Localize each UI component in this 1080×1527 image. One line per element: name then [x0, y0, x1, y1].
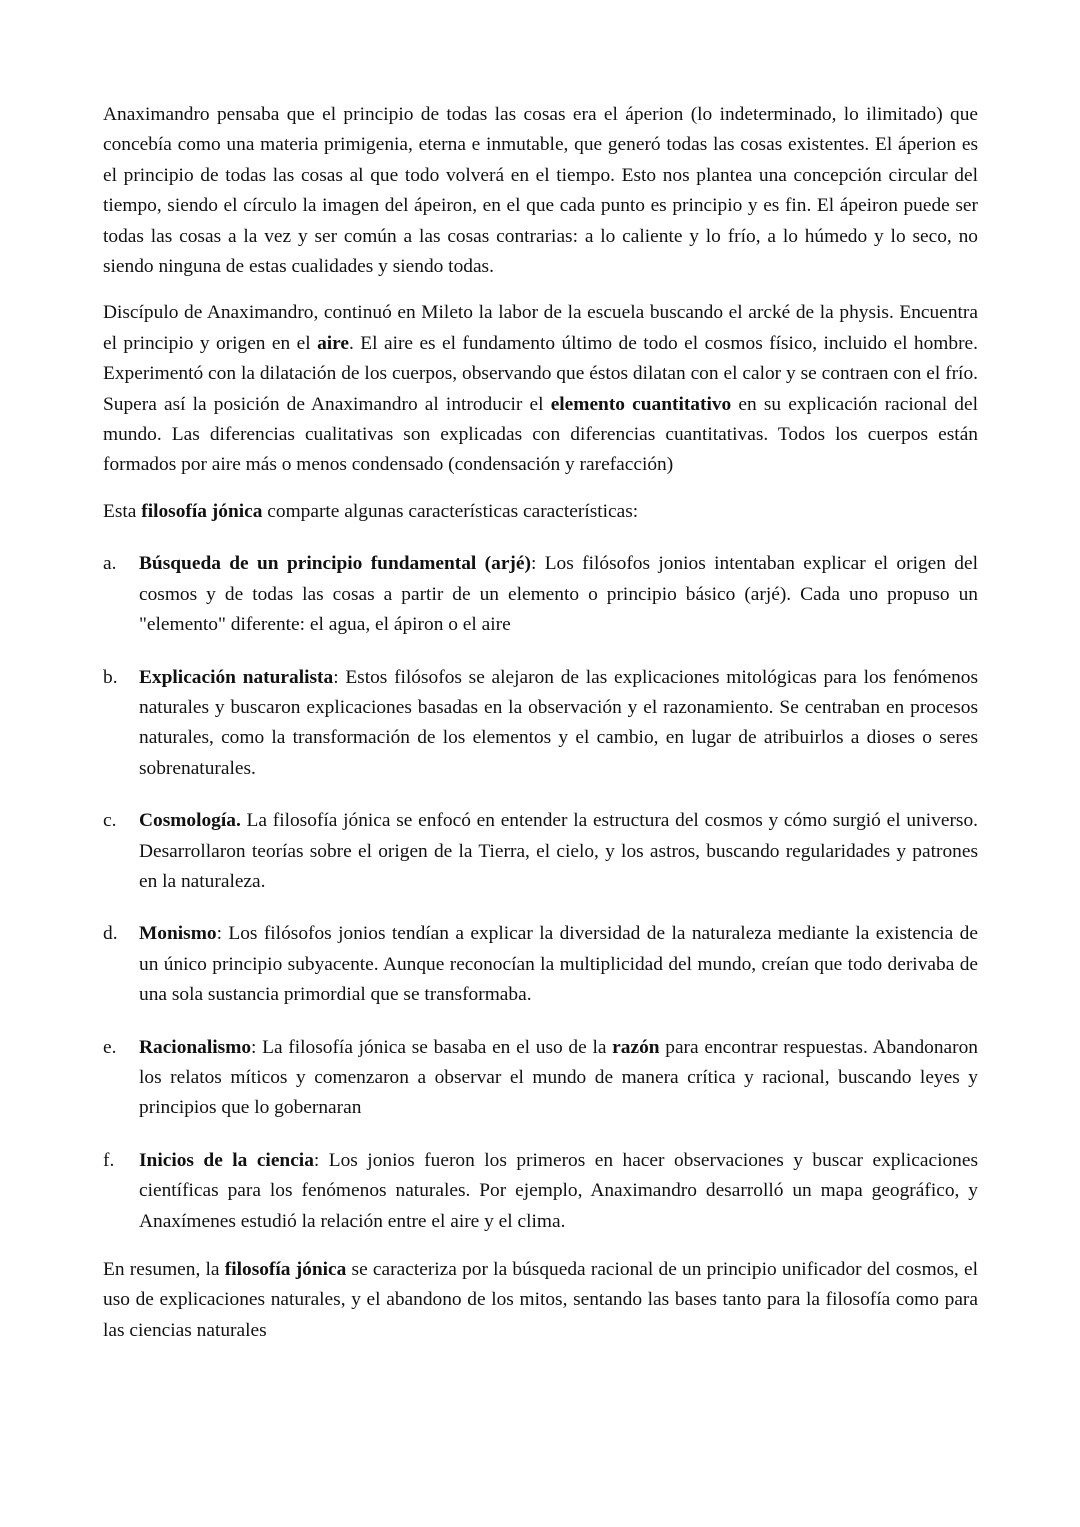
paragraph-text: en su explicación racional del mundo. Las diferencias cualitativas son explicadas con diferencias cuantitativas. Todos los cuerpos están formados por aire más o menos condensado (condensación y rarefacción)	[103, 393, 978, 476]
list-marker: f.	[103, 1149, 115, 1171]
paragraph-text: Esta	[103, 500, 142, 522]
paragraph-text: se caracteriza por la búsqueda racional de un principio unificador del cosmos, el uso de explicaciones naturales, y el abandono de los mitos, sentando las bases tanto para la filosofía como para las ciencias naturales	[103, 1259, 978, 1341]
list-item-text: : Estos filósofos se alejaron de las explicaciones mitológicas para los fenómenos naturales y buscaron explicaciones basadas en la observación y el razonamiento. Se centraban en procesos naturales, como la transformación de los elementos y el cambio, en lugar de atribuirlos a dioses o seres sobrenaturales.	[139, 666, 979, 779]
list-item-title: Racionalismo	[139, 1036, 252, 1058]
list-item-text: : La filosofía jónica se basaba en el uso de la	[251, 1036, 613, 1058]
paragraph-anaximenes	[103, 298, 978, 480]
list-item-title: Monismo	[139, 923, 217, 945]
bold-term-filosofia-jonica: filosofía jónica	[224, 1259, 347, 1280]
list-item-text: para encontrar respuestas. Abandonaron los relatos míticos y comenzaron a observar el mundo de manera crítica y racional, buscando leyes y principios que lo gobernaran	[139, 1036, 978, 1119]
list-item-title: Cosmología.	[139, 810, 241, 832]
document-page	[103, 100, 978, 1362]
list-item-cosmologia	[103, 806, 978, 897]
list-item-title: Búsqueda de un principio fundamental (arjé)	[139, 553, 531, 575]
characteristics-list	[103, 549, 978, 1237]
bold-term-razon: razón	[612, 1036, 660, 1058]
list-marker: b.	[103, 666, 118, 688]
list-item-inicios-ciencia	[103, 1146, 978, 1237]
paragraph-intro-characteristics	[103, 497, 978, 527]
list-item-racionalismo	[103, 1033, 978, 1124]
list-item-monismo	[103, 919, 978, 1010]
bold-term-elemento-cuantitativo: elemento cuantitativo	[550, 393, 732, 415]
list-item-naturalista	[103, 663, 978, 785]
bold-term-aire: aire	[317, 332, 350, 354]
paragraph-summary	[103, 1255, 978, 1346]
list-item-text: : Los filósofos jonios tendían a explicar la diversidad de la naturaleza mediante la existencia de un único principio subyacente. Aunque reconocían la multiplicidad del mundo, creían que todo derivaba de una sola sustancia primordial que se transformaba.	[139, 923, 978, 1006]
list-item-title: Inicios de la ciencia	[139, 1149, 314, 1171]
paragraph-text: . El aire es el fundamento último de todo el cosmos físico, incluido el hombre. Experimentó con la dilatación de los cuerpos, observando que éstos dilatan con el calor y se contraen con el frío. Supera así la posición de Anaximandro al introducir el	[103, 332, 978, 415]
list-item-text: : Los jonios fueron los primeros en hacer observaciones y buscar explicaciones científicas para los fenómenos naturales. Por ejemplo, Anaximandro desarrolló un mapa geográfico, y Anaxímenes estudió la relación entre el aire y el clima.	[139, 1149, 978, 1232]
list-item-title: Explicación naturalista	[139, 666, 334, 688]
list-marker: e.	[103, 1036, 117, 1058]
list-item-text: La filosofía jónica se enfocó en entender la estructura del cosmos y cómo surgió el universo. Desarrollaron teorías sobre el origen de la Tierra, el cielo, y los astros, buscando regularidades y patrones en la naturaleza.	[139, 810, 978, 892]
paragraph-text: comparte algunas características características:	[262, 500, 639, 522]
list-marker: a.	[103, 553, 117, 575]
list-item-busqueda	[103, 549, 978, 640]
paragraph-text: Discípulo de Anaximandro, continuó en Mileto la labor de la escuela buscando el arcké de la physis. Encuentra el principio y origen en el	[103, 302, 978, 354]
paragraph-text: En resumen, la	[103, 1259, 225, 1280]
list-marker: d.	[103, 923, 118, 945]
bold-term-filosofia-jonica: filosofía jónica	[141, 500, 263, 522]
list-marker: c.	[103, 810, 117, 832]
list-item-text: : Los filósofos jonios intentaban explicar el origen del cosmos y de todas las cosas a partir de un elemento o principio básico (arjé). Cada uno propuso un "elemento" diferente: el agua, el ápiron o el aire	[139, 553, 978, 636]
paragraph-anaximandro: Anaximandro pensaba que el principio de todas las cosas era el áperion (lo indeterminado, lo ilimitado) que concebía como una materia primigenia, eterna e inmutable, que generó todas las cosas existentes. El áperion es el principio de todas las cosas al que todo volverá en el tiempo. Esto nos plantea una concepción circular del tiempo, siendo el círculo la imagen del ápeiron, en el que cada punto es principio y es fin. El ápeiron puede ser todas las cosas a la vez y ser común a las cosas contrarias: a lo caliente y lo frío, a lo húmedo y lo seco, no siendo ninguna de estas cualidades y siendo todas.	[103, 104, 978, 278]
